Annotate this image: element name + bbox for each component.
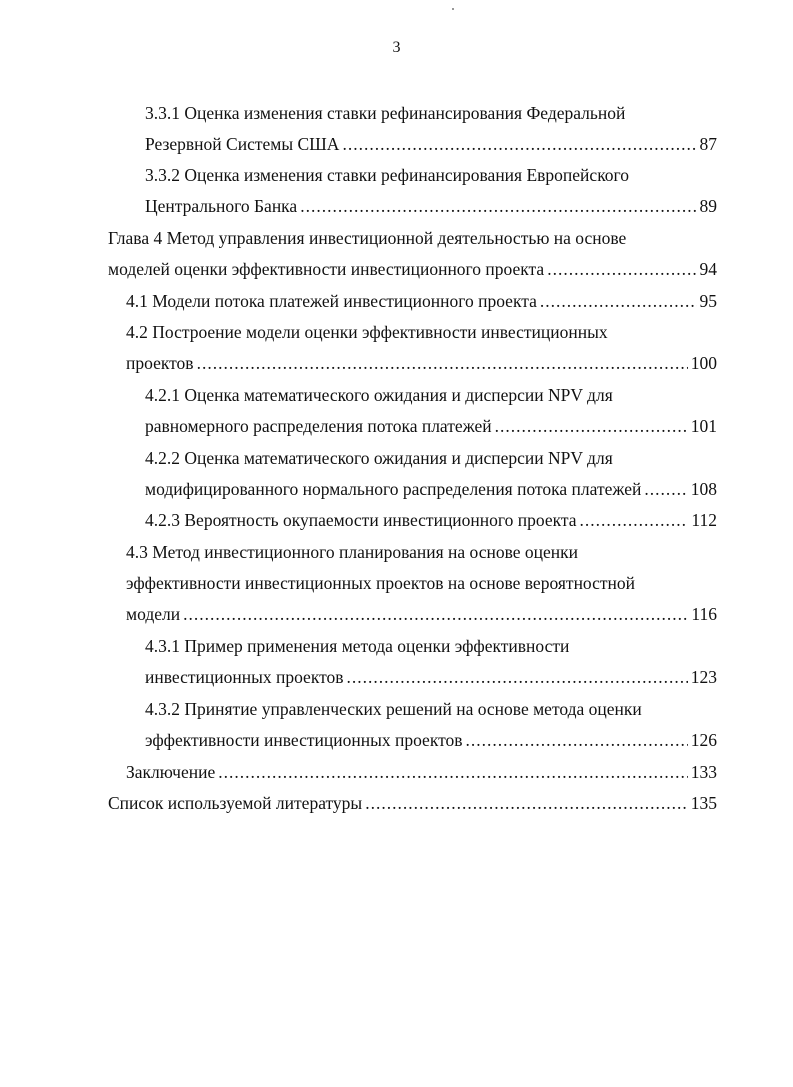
toc-leader-dots — [183, 599, 688, 629]
toc-entry-4-3-1 — [145, 662, 717, 692]
toc-entry-text: 3.3.2 Оценка изменения ставки рефинансирования Европейского — [145, 165, 630, 185]
toc-page-number: 108 — [690, 479, 717, 499]
toc-entry-text: Заключение — [126, 762, 216, 782]
scan-speck — [452, 8, 454, 10]
toc-entry-conclusion — [126, 757, 717, 787]
toc-entry-4-2-2 — [145, 474, 717, 504]
toc-entry-text: эффективности инвестиционных проектов на основе вероятностной — [126, 573, 636, 593]
toc-page-number: 133 — [690, 762, 717, 782]
toc-entry-4-3-line1 — [126, 537, 578, 567]
toc-entry-text: эффективности инвестиционных проектов — [145, 730, 463, 750]
toc-entry-text: 4.2 Построение модели оценки эффективности инвестиционных — [126, 322, 608, 342]
toc-leader-dots — [218, 757, 688, 787]
toc-entry-text: Список используемой литературы — [108, 793, 363, 813]
toc-leader-dots — [466, 725, 688, 755]
toc-entry-3-3-1-line1 — [145, 98, 625, 128]
toc-leader-dots — [540, 286, 697, 316]
toc-entry-text: Глава 4 Метод управления инвестиционной деятельностью на основе — [108, 228, 627, 248]
toc-leader-dots — [580, 505, 689, 535]
toc-entry-4-3 — [126, 599, 717, 629]
toc-entry-text: 4.2.1 Оценка математического ожидания и дисперсии NPV для — [145, 385, 613, 405]
toc-entry-4-2-1-line1 — [145, 380, 613, 410]
toc-entry-text: 4.2.3 Вероятность окупаемости инвестиционного проекта — [145, 510, 577, 530]
toc-entry-text: Резервной Системы США — [145, 134, 340, 154]
toc-page-number: 126 — [690, 730, 717, 750]
toc-entry-3-3-2 — [145, 191, 717, 221]
page-number: 3 — [392, 39, 401, 56]
toc-entry-text: инвестиционных проектов — [145, 667, 344, 687]
toc-leader-dots — [495, 411, 688, 441]
toc-page-number: 95 — [699, 291, 717, 311]
toc-leader-dots — [365, 788, 688, 818]
toc-entry-4-2-line1 — [126, 317, 608, 347]
toc-entry-text: 4.3.2 Принятие управленческих решений на основе метода оценки — [145, 699, 642, 719]
toc-entry-text: равномерного распределения потока платежей — [145, 416, 492, 436]
toc-entry-chapter-4 — [108, 254, 717, 284]
toc-entry-text: модели — [126, 604, 181, 624]
toc-entry-text: модифицированного нормального распределения потока платежей — [145, 479, 642, 499]
toc-entry-4-1 — [126, 286, 717, 316]
toc-entry-4-3-2-line1 — [145, 694, 642, 724]
toc-leader-dots — [197, 348, 688, 378]
toc-entry-text: проектов — [126, 353, 194, 373]
toc-entry-4-2 — [126, 348, 717, 378]
toc-leader-dots — [644, 474, 687, 504]
toc-entry-references — [108, 788, 717, 818]
toc-page-number: 135 — [690, 793, 717, 813]
toc-page-number: 87 — [699, 134, 717, 154]
toc-entry-text: Центрального Банка — [145, 196, 298, 216]
toc-leader-dots — [347, 662, 688, 692]
toc-entry-text: моделей оценки эффективности инвестиционного проекта — [108, 259, 545, 279]
toc-page-number: 116 — [691, 604, 717, 624]
toc-entry-4-2-3 — [145, 505, 717, 535]
toc-entry-4-3-line2 — [126, 568, 635, 598]
toc-entry-text: 3.3.1 Оценка изменения ставки рефинансирования Федеральной — [145, 103, 626, 123]
toc-leader-dots — [300, 191, 696, 221]
toc-entry-text: 4.1 Модели потока платежей инвестиционного проекта — [126, 291, 537, 311]
toc-page-number: 123 — [690, 667, 717, 687]
toc-entry-chapter-4-line1 — [108, 223, 626, 253]
toc-entry-4-3-2 — [145, 725, 717, 755]
toc-page-number: 112 — [691, 510, 717, 530]
toc-page-number: 100 — [690, 353, 717, 373]
toc-entry-3-3-1 — [145, 129, 717, 159]
toc-page-number: 101 — [690, 416, 717, 436]
toc-entry-text: 4.2.2 Оценка математического ожидания и дисперсии NPV для — [145, 448, 613, 468]
toc-leader-dots — [342, 129, 696, 159]
toc-entry-4-2-1 — [145, 411, 717, 441]
toc-page-number: 89 — [699, 196, 717, 216]
toc-leader-dots — [547, 254, 696, 284]
toc-entry-4-2-2-line1 — [145, 443, 613, 473]
toc-entry-text: 4.3.1 Пример применения метода оценки эффективности — [145, 636, 570, 656]
toc-page-number: 94 — [699, 259, 717, 279]
toc-entry-text: 4.3 Метод инвестиционного планирования на основе оценки — [126, 542, 579, 562]
toc-entry-4-3-1-line1 — [145, 631, 569, 661]
toc-entry-3-3-2-line1 — [145, 160, 629, 190]
